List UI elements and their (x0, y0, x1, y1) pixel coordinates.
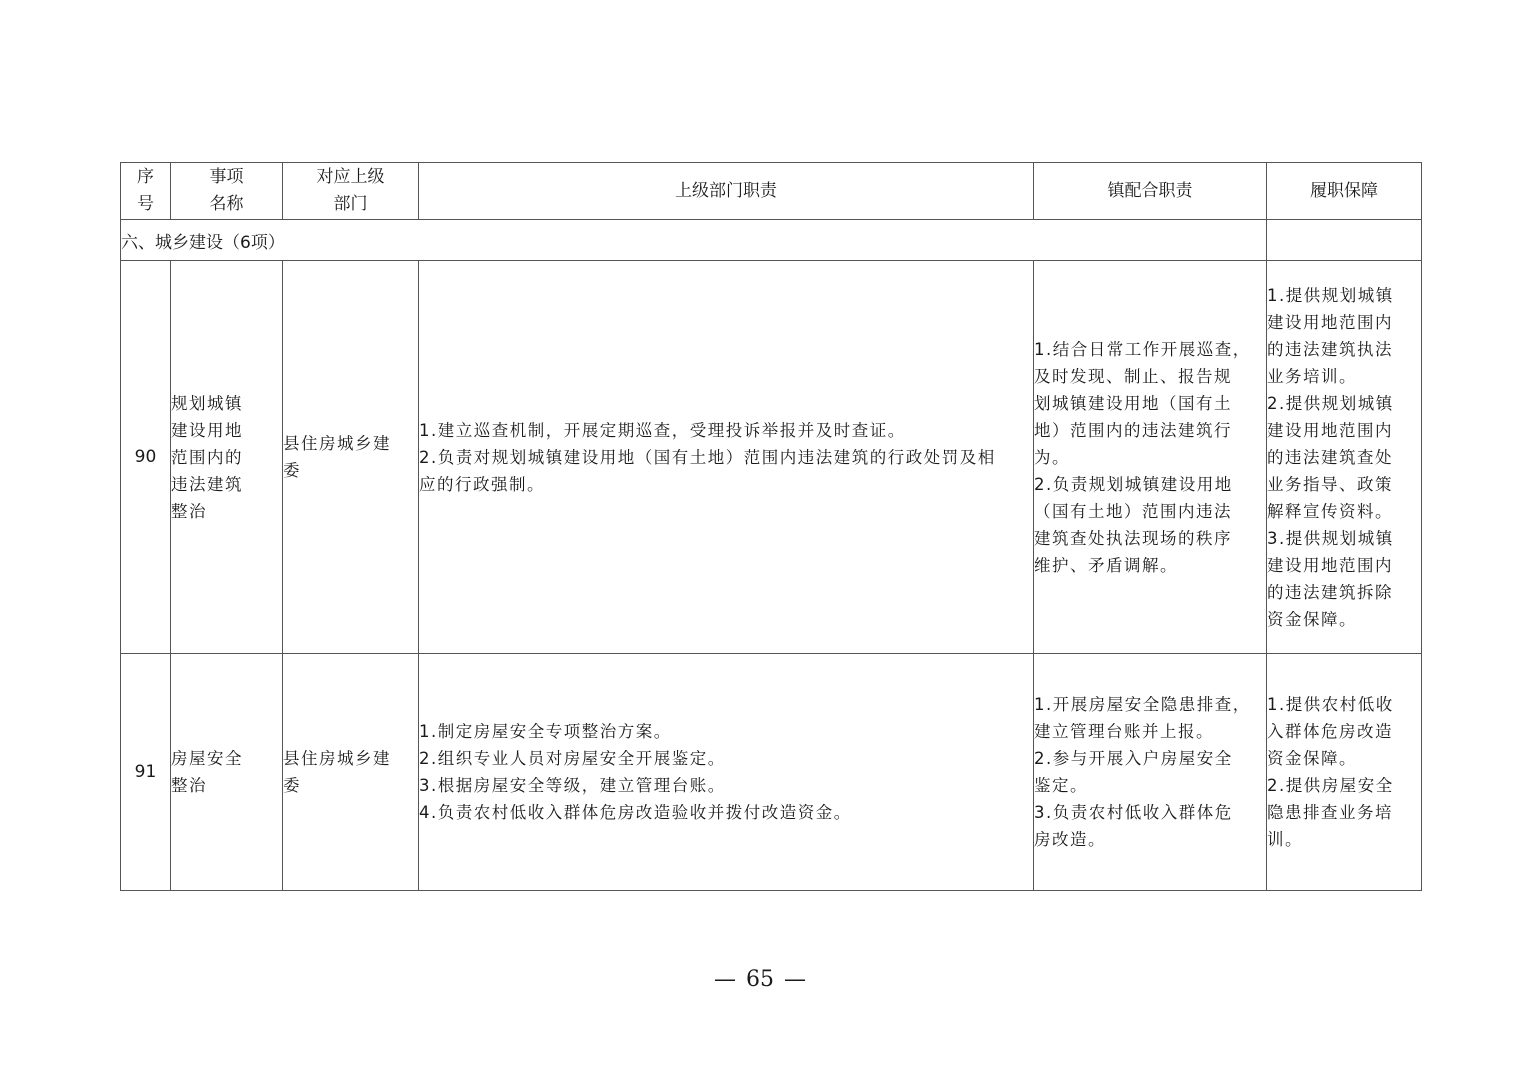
row-upper-duty: 1.建立巡查机制，开展定期巡查，受理投诉举报并及时查证。 2.负责对规划城镇建设用地（国有土地）范围内违法建筑的行政处罚及相 应的行政强制。 (419, 261, 1034, 654)
duty-table (120, 162, 1422, 891)
section-title: 六、城乡建设（6项） (121, 220, 1267, 261)
header-upper-dept: 对应上级 部门 (283, 163, 419, 220)
header-town-duty: 镇配合职责 (1034, 163, 1267, 220)
row-upper-dept: 县住房城乡建 委 (283, 261, 419, 654)
section-row (121, 220, 1422, 261)
row-seq: 90 (121, 261, 171, 654)
header-upper-duty: 上级部门职责 (419, 163, 1034, 220)
table-header-row (121, 163, 1422, 220)
row-guarantee: 1.提供规划城镇 建设用地范围内 的违法建筑执法 业务培训。 2.提供规划城镇 建设用地范围内 的违法建筑查处 业务指导、政策 解释宣传资料。 3.提供规划城镇 建设用地范围内 的违法建筑拆除 资金保障。 (1267, 261, 1422, 654)
row-guarantee: 1.提供农村低收 入群体危房改造 资金保障。 2.提供房屋安全 隐患排查业务培 训。 (1267, 654, 1422, 891)
row-upper-duty: 1.制定房屋安全专项整治方案。 2.组织专业人员对房屋安全开展鉴定。 3.根据房屋安全等级，建立管理台账。 4.负责农村低收入群体危房改造验收并拨付改造资金。 (419, 654, 1034, 891)
table-row (121, 261, 1422, 654)
row-seq: 91 (121, 654, 171, 891)
header-guarantee: 履职保障 (1267, 163, 1422, 220)
row-item-name: 规划城镇 建设用地 范围内的 违法建筑 整治 (171, 261, 283, 654)
header-item-name: 事项 名称 (171, 163, 283, 220)
section-empty-cell (1267, 220, 1422, 261)
page-footer (0, 967, 1520, 992)
row-upper-dept: 县住房城乡建 委 (283, 654, 419, 891)
page-number: 65 (746, 967, 774, 992)
row-town-duty: 1.开展房屋安全隐患排查， 建立管理台账并上报。 2.参与开展入户房屋安全 鉴定。 3.负责农村低收入群体危 房改造。 (1034, 654, 1267, 891)
footer-dash-left: — (714, 967, 736, 992)
row-item-name: 房屋安全 整治 (171, 654, 283, 891)
row-town-duty: 1.结合日常工作开展巡查， 及时发现、制止、报告规 划城镇建设用地（国有土 地）范围内的违法建筑行 为。 2.负责规划城镇建设用地 （国有土地）范围内违法 建筑查处执法现场的秩序 维护、矛盾调解。 (1034, 261, 1267, 654)
header-seq: 序 号 (121, 163, 171, 220)
table-row (121, 654, 1422, 891)
footer-dash-right: — (784, 967, 806, 992)
